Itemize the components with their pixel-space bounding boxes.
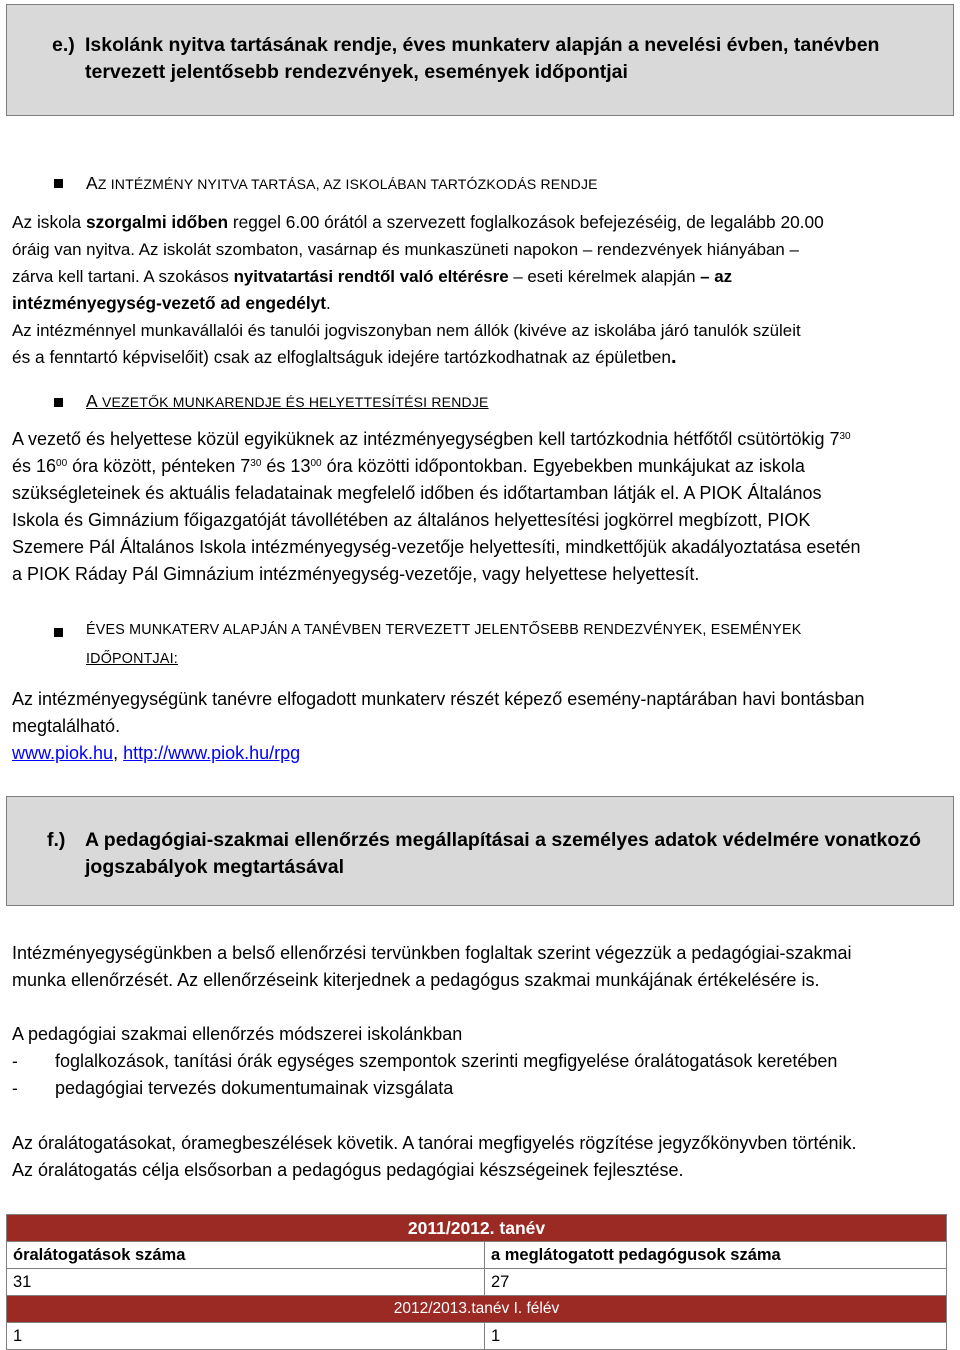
section-f-number: f.) bbox=[47, 829, 66, 851]
annual-heading-line2: IDŐPONTJAI: bbox=[86, 651, 178, 667]
section-f-title-line2: jogszabályok megtartásával bbox=[85, 856, 345, 878]
annual-heading: ÉVES MUNKATERV ALAPJÁN A TANÉVBEN TERVEZETT JELENTŐSEBB RENDEZVÉNYEK, ESEMÉNYEK bbox=[86, 622, 802, 638]
piok-rpg-link[interactable]: http://www.piok.hu/rpg bbox=[123, 743, 301, 763]
section-e-title-line1: Iskolánk nyitva tartásának rendje, éves munkaterv alapján a nevelési évben, tanévben bbox=[85, 34, 880, 56]
section-e-number: e.) bbox=[52, 34, 75, 56]
control-paragraph3 bbox=[12, 1130, 948, 1184]
piok-link[interactable]: www.piok.hu bbox=[12, 743, 114, 763]
dash-icon: - bbox=[12, 1051, 18, 1071]
table-row bbox=[7, 1323, 947, 1350]
control-p1-line2: munka ellenőrzését. Az ellenőrzéseink kiterjednek a pedagógus szakmai munkájának értékelésére is. bbox=[12, 970, 820, 990]
annual-line1: Az intézményegységünk tanévre elfogadott munkaterv részét képező esemény-naptárában havi bontásban bbox=[12, 689, 865, 709]
opening-line4: intézményegység-vezető ad engedélyt. bbox=[12, 293, 331, 313]
bullet-icon bbox=[54, 628, 63, 637]
opening-line2: óráig van nyitva. Az iskolát szombaton, vasárnap és munkaszüneti napokon – rendezvények hiányában – bbox=[12, 240, 799, 259]
opening-line5: Az intézménnyel munkavállalói és tanulói jogviszonyban nem állók (kivéve az iskolába járó tanulók szüleit bbox=[12, 321, 801, 340]
control-p1-line1: Intézményegységünkben a belső ellenőrzési tervünkben foglaltak szerint végezzük a pedagógiai-szakmai bbox=[12, 943, 852, 963]
control-p3-line2: Az óralátogatás célja elsősorban a pedagógus pedagógiai készségeinek fejlesztése. bbox=[12, 1160, 684, 1180]
year-header-2011: 2011/2012. tanév bbox=[7, 1215, 947, 1242]
cell-visits: 31 bbox=[7, 1269, 485, 1296]
table-column-row bbox=[7, 1242, 947, 1269]
col-visits: óralátogatások száma bbox=[7, 1242, 485, 1269]
annual-line2: megtalálható. bbox=[12, 716, 121, 736]
opening-line3: zárva kell tartani. A szokásos nyitvatartási rendtől való eltérésre – eseti kérelmek alapján – az bbox=[12, 267, 733, 286]
dash-icon: - bbox=[12, 1078, 18, 1098]
leaders-line4: Iskola és Gimnázium főigazgatóját távollétében az általános helyettesítési jogkörrel megbízott, PIOK bbox=[12, 510, 811, 530]
table-header-row bbox=[7, 1296, 947, 1323]
inspection-table bbox=[6, 1214, 947, 1350]
leaders-line2: és $16^{00}$ óra között, pénteken $7^{30}$ és $13^{00}$ óra közötti időpontokban. Egyebekben munkájukat az iskola bbox=[12, 456, 805, 476]
section-e-title-line2: tervezett jelentősebb rendezvények, események időpontjai bbox=[85, 61, 628, 83]
opening-paragraph bbox=[12, 209, 948, 371]
annual-links: www.piok.hu, http://www.piok.hu/rpg bbox=[12, 743, 301, 763]
leaders-line5: Szemere Pál Általános Iskola intézményegység-vezetője helyettesíti, mindkettőjük akadályoztatása esetén bbox=[12, 537, 861, 557]
cell-teachers: 27 bbox=[485, 1269, 947, 1296]
control-methods-intro: A pedagógiai szakmai ellenőrzés módszerei iskolánkban bbox=[12, 1024, 463, 1044]
opening-heading: AZ INTÉZMÉNY NYITVA TARTÁSA, AZ ISKOLÁBAN TARTÓZKODÁS RENDJE bbox=[86, 173, 598, 193]
year-header-2012: 2012/2013.tanév I. félév bbox=[7, 1296, 947, 1323]
leaders-heading: A VEZETŐK MUNKARENDJE ÉS HELYETTESÍTÉSI RENDJE bbox=[86, 391, 489, 411]
leaders-line6: a PIOK Ráday Pál Gimnázium intézményegység-vezetője, vagy helyettese helyettesít. bbox=[12, 564, 700, 584]
leaders-line3: szükségleteinek és aktuális feladatainak megfelelő időben és időtartamban látják el. A PIOK Általános bbox=[12, 483, 822, 503]
bullet-icon bbox=[54, 179, 63, 188]
leaders-paragraph bbox=[12, 426, 948, 588]
section-f-title-line1: A pedagógiai-szakmai ellenőrzés megállapításai a személyes adatok védelmére vonatkozó bbox=[85, 829, 921, 851]
col-teachers: a meglátogatott pedagógusok száma bbox=[485, 1242, 947, 1269]
method-item-1: foglalkozások, tanítási órák egységes szempontok szerinti megfigyelése óralátogatások keretében bbox=[55, 1051, 838, 1071]
annual-paragraph bbox=[12, 686, 948, 767]
bullet-icon bbox=[54, 398, 63, 407]
opening-line1: Az iskola szorgalmi időben reggel 6.00 órától a szervezett foglalkozások befejezéséig, de legalább 20.00 bbox=[12, 212, 824, 232]
cell-visits: 1 bbox=[7, 1323, 485, 1350]
opening-line6: és a fenntartó képviselőit) csak az elfoglaltságuk idejére tartózkodhatnak az épületben. bbox=[12, 346, 677, 368]
control-paragraph1 bbox=[12, 940, 948, 994]
method-item-2: pedagógiai tervezés dokumentumainak vizsgálata bbox=[55, 1078, 454, 1098]
table-header-row bbox=[7, 1215, 947, 1242]
cell-teachers: 1 bbox=[485, 1323, 947, 1350]
table-row bbox=[7, 1269, 947, 1296]
control-p3-line1: Az óralátogatásokat, óramegbeszélések követik. A tanórai megfigyelés rögzítése jegyzőkönyvben történik. bbox=[12, 1133, 857, 1153]
leaders-line1: A vezető és helyettese közül egyiküknek az intézményegységben kell tartózkodnia hétfőtől csütörtökig $7^{30}$ bbox=[12, 429, 851, 449]
